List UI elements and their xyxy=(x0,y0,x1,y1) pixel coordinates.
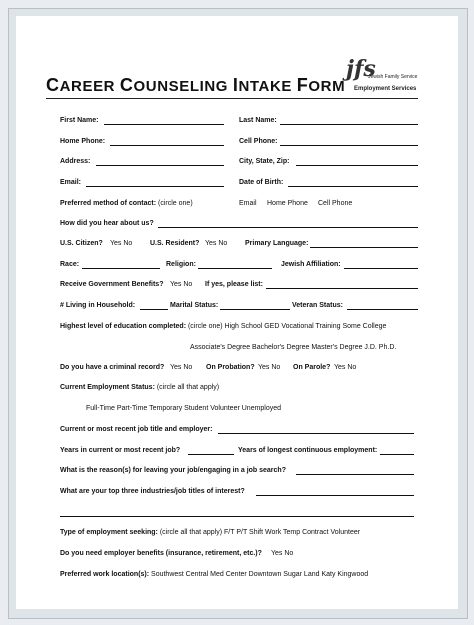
employment-type-row: Type of employment seeking: (circle all that apply) F/T P/T Shift Work Temp Contract Volunteer xyxy=(60,529,361,536)
contact-option-cell-phone[interactable]: Cell Phone xyxy=(318,200,353,207)
probation-options[interactable]: Yes No xyxy=(258,364,281,371)
last-name-label: Last Name: xyxy=(239,117,277,124)
contact-option-email[interactable]: Email xyxy=(239,200,257,207)
current-job-field[interactable] xyxy=(218,433,414,434)
title-underline xyxy=(46,98,418,99)
current-job-label: Current or most recent job title and employer: xyxy=(60,426,213,433)
years-current-label: Years in current or most recent job? xyxy=(60,447,181,454)
race-field[interactable] xyxy=(82,268,160,269)
contact-method-row: Preferred method of contact: (circle one) xyxy=(60,200,193,207)
city-state-zip-label: City, State, Zip: xyxy=(239,158,290,165)
top-industries-field-line2[interactable] xyxy=(60,516,414,517)
reason-leaving-label: What is the reason(s) for leaving your job/engaging in a job search? xyxy=(60,467,286,474)
parole-options[interactable]: Yes No xyxy=(334,364,357,371)
veteran-field[interactable] xyxy=(347,309,418,310)
address-field[interactable] xyxy=(96,165,224,166)
veteran-label: Veteran Status: xyxy=(292,302,343,309)
years-longest-label: Years of longest continuous employment: xyxy=(238,447,378,454)
race-label: Race: xyxy=(60,261,80,268)
jfs-logo xyxy=(340,56,422,96)
dob-label: Date of Birth: xyxy=(239,179,284,186)
primary-language-field[interactable] xyxy=(310,247,418,248)
religion-field[interactable] xyxy=(198,268,272,269)
form-page xyxy=(16,16,458,609)
top-industries-label: What are your top three industries/job titles of interest? xyxy=(60,488,245,495)
years-longest-field[interactable] xyxy=(380,454,414,455)
us-citizen-options[interactable]: Yes No xyxy=(110,240,133,247)
benefits-list-field[interactable] xyxy=(266,288,418,289)
marital-label: Marital Status: xyxy=(170,302,219,309)
dob-field[interactable] xyxy=(288,186,418,187)
us-resident-label: U.S. Resident? xyxy=(150,240,200,247)
if-yes-label: If yes, please list: xyxy=(205,281,263,288)
cell-phone-field[interactable] xyxy=(280,145,418,146)
heard-about-label: How did you hear about us? xyxy=(60,220,154,227)
email-label: Email: xyxy=(60,179,82,186)
household-label: # Living in Household: xyxy=(60,302,136,309)
reason-leaving-field[interactable] xyxy=(296,474,414,475)
first-name-field[interactable] xyxy=(104,124,224,125)
form-title: CAREER COUNSELING INTAKE FORM xyxy=(46,75,346,95)
logo-mark: jfs xyxy=(346,56,376,82)
us-resident-options[interactable]: Yes No xyxy=(205,240,228,247)
years-current-field[interactable] xyxy=(188,454,234,455)
religion-label: Religion: xyxy=(166,261,196,268)
education-row: Highest level of education completed: (circle one) High School GED Vocational Training Some College xyxy=(60,323,387,330)
first-name-label: First Name: xyxy=(60,117,99,124)
parole-label: On Parole? xyxy=(293,364,331,371)
gov-benefits-options[interactable]: Yes No xyxy=(170,281,193,288)
education-options-line2[interactable]: Associate's Degree Bachelor's Degree Master's Degree J.D. Ph.D. xyxy=(190,344,397,351)
address-label: Address: xyxy=(60,158,91,165)
heard-about-field[interactable] xyxy=(158,227,418,228)
cell-phone-label: Cell Phone: xyxy=(239,138,278,145)
city-state-zip-field[interactable] xyxy=(296,165,418,166)
logo-org-name: Jewish Family Service xyxy=(368,74,418,80)
employment-status-options[interactable]: Full-Time Part-Time Temporary Student Volunteer Unemployed xyxy=(86,405,282,412)
top-industries-field[interactable] xyxy=(256,495,414,496)
logo-dept-name: Employment Services xyxy=(354,86,417,92)
home-phone-field[interactable] xyxy=(110,145,224,146)
employer-benefits-label: Do you need employer benefits (insurance, retirement, etc.)? xyxy=(60,550,262,557)
employment-status-row: Current Employment Status: (circle all that apply) xyxy=(60,384,220,391)
marital-field[interactable] xyxy=(220,309,290,310)
work-location-row: Preferred work location(s): Southwest Central Med Center Downtown Sugar Land Katy Kingwood xyxy=(60,571,369,578)
jewish-affiliation-field[interactable] xyxy=(344,268,418,269)
household-field[interactable] xyxy=(140,309,168,310)
probation-label: On Probation? xyxy=(206,364,255,371)
home-phone-label: Home Phone: xyxy=(60,138,106,145)
employer-benefits-options[interactable]: Yes No xyxy=(271,550,294,557)
jewish-affiliation-label: Jewish Affiliation: xyxy=(281,261,341,268)
primary-language-label: Primary Language: xyxy=(245,240,309,247)
us-citizen-label: U.S. Citizen? xyxy=(60,240,103,247)
contact-option-home-phone[interactable]: Home Phone xyxy=(267,200,308,207)
last-name-field[interactable] xyxy=(280,124,418,125)
gov-benefits-label: Receive Government Benefits? xyxy=(60,281,164,288)
criminal-options[interactable]: Yes No xyxy=(170,364,193,371)
email-field[interactable] xyxy=(86,186,224,187)
criminal-label: Do you have a criminal record? xyxy=(60,364,165,371)
